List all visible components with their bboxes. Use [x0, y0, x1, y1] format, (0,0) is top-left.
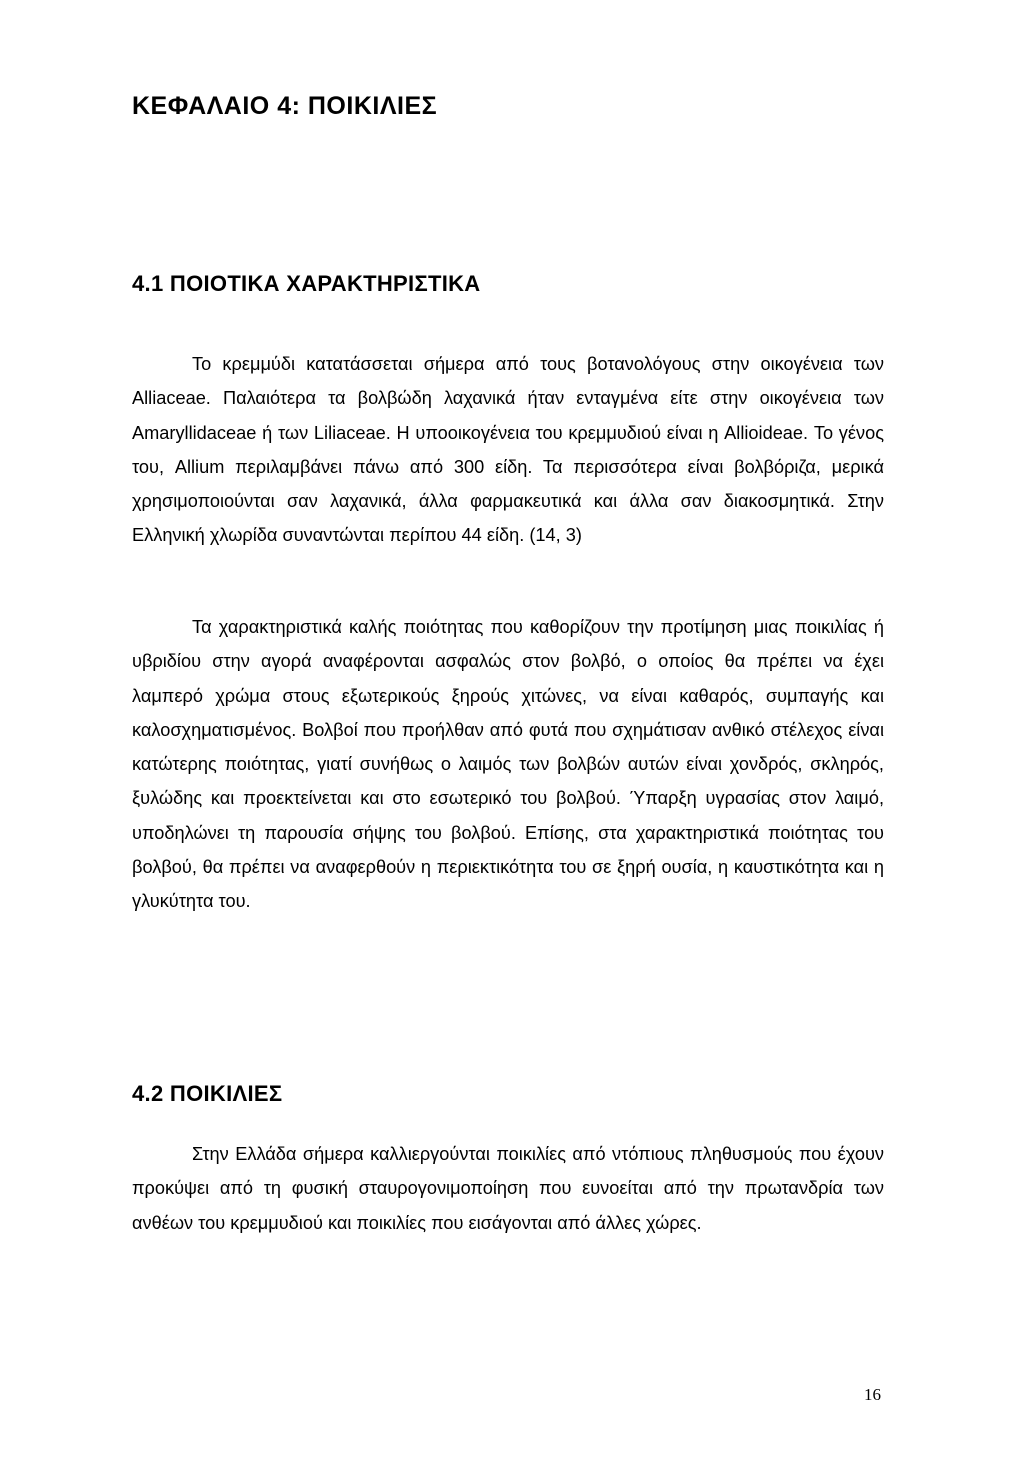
paragraph-classification: Το κρεμμύδι κατατάσσεται σήμερα από τους βοτανολόγους στην οικογένεια των Alliaceae. Παλαιότερα τα βολβώδη λαχανικά ήταν ενταγμένα είτε στην οικογένεια των Amaryllidaceae ή των Liliaceae. Η υποοικογένεια του κρεμμυδιού είναι η Allioideae. Το γένος του, Allium περιλαμβάνει πάνω από 300 είδη. Τα περισσότερα είναι βολβόριζα, μερικά χρησιμοποιούνται σαν λαχανικά, άλλα φαρμακευτικά και άλλα σαν διακοσμητικά. Στην Ελληνική χλωρίδα συναντώνται περίπου 44 είδη. (14, 3)	[132, 354, 884, 546]
page-number: 16	[864, 1385, 881, 1404]
paragraph-quality-characteristics: Τα χαρακτηριστικά καλής ποιότητας που καθορίζουν την προτίμηση μιας ποικιλίας ή υβριδίου στην αγορά αναφέρονται ασφαλώς στον βολβό, ο οποίος θα πρέπει να έχει λαμπερό χρώμα στους εξωτερικούς ξηρούς χιτώνες, να είναι καθαρός, συμπαγής και καλοσχηματισμένος. Βολβοί που προήλθαν από φυτά που σχημάτισαν ανθικό στέλεχος είναι κατώτερης ποιότητας, γιατί συνήθως ο λαιμός των βολβών αυτών είναι χονδρός, σκληρός, ξυλώδης και προεκτείνεται και στο εσωτερικό του βολβού. Ύπαρξη υγρασίας στον λαιμό, υποδηλώνει τη παρουσία σήψης του βολβού. Επίσης, στα χαρακτηριστικά ποιότητας του βολβού, θα πρέπει να αναφερθούν η περιεκτικότητα του σε ξηρή ουσία, η καυστικότητα και η γλυκύτητα του.	[132, 617, 884, 912]
chapter-title: ΚΕΦΑΛΑΙΟ 4: ΠΟΙΚΙΛΙΕΣ	[132, 92, 438, 120]
paragraph-varieties-greece: Στην Ελλάδα σήμερα καλλιεργούνται ποικιλίες από ντόπιους πληθυσμούς που έχουν προκύψει από τη φυσική σταυρογονιμοποίηση που ευνοείται από την πρωτανδρία των ανθέων του κρεμμυδιού και ποικιλίες που εισάγονται από άλλες χώρες.	[132, 1144, 884, 1233]
section-title-qualitative-characteristics: 4.1 ΠΟΙΟΤΙΚΑ ΧΑΡΑΚΤΗΡΙΣΤΙΚΑ	[132, 271, 481, 296]
section-title-varieties: 4.2 ΠΟΙΚΙΛΙΕΣ	[132, 1081, 283, 1106]
